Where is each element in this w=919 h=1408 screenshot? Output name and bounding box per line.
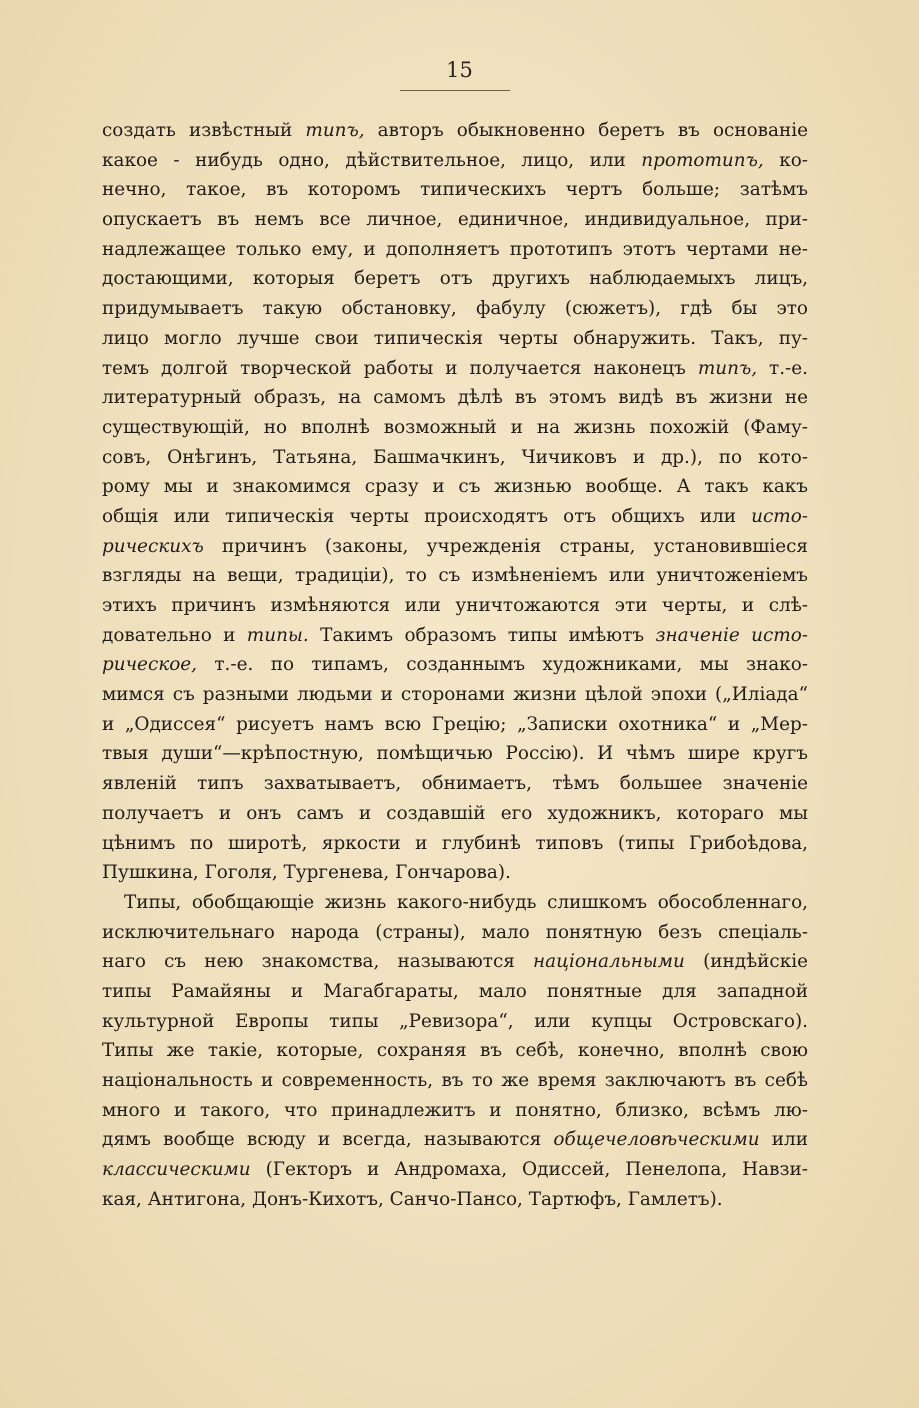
text-line bbox=[102, 680, 808, 710]
text-line bbox=[102, 710, 808, 740]
text-line bbox=[102, 235, 808, 265]
text-line bbox=[102, 1007, 808, 1037]
text-segment: придумываетъ такую обстановку, фабулу (сюжетъ), гдѣ бы это bbox=[102, 298, 808, 320]
text-line bbox=[102, 354, 808, 384]
text-line bbox=[102, 383, 808, 413]
text-segment: Типы, обобщающіе жизнь какого-нибудь слишкомъ обособленнаго, bbox=[124, 891, 808, 913]
text-line bbox=[102, 799, 808, 829]
italic-term: рическихъ bbox=[102, 535, 204, 557]
text-line bbox=[102, 1096, 808, 1126]
text-segment: общія или типическія черты происходятъ отъ общихъ или bbox=[102, 505, 752, 527]
text-segment: опускаетъ въ немъ все личное, единичное, индивидуальное, при- bbox=[102, 209, 808, 231]
text-line bbox=[102, 769, 808, 799]
text-segment: т.-е. bbox=[757, 357, 808, 379]
text-line bbox=[102, 175, 808, 205]
italic-term: типъ, bbox=[305, 120, 365, 141]
text-segment: т.-е. по типамъ, созданнымъ художниками, мы знако- bbox=[197, 654, 808, 676]
text-segment: совъ, Онѣгинъ, Татьяна, Башмачкинъ, Чичиковъ и др.), по кото- bbox=[102, 446, 808, 468]
text-segment: взгляды на вещи, традиціи), то съ измѣненіемъ или уничтоженіемъ bbox=[102, 565, 808, 587]
text-segment: какое - нибудь одно, дѣйствительное, лицо, или bbox=[102, 149, 642, 171]
text-line bbox=[102, 205, 808, 235]
text-segment: надлежащее только ему, и дополняетъ прототипъ этотъ чертами не- bbox=[102, 238, 808, 260]
text-segment: рому мы и знакомимся сразу и съ жизнью вообще. А такъ какъ bbox=[102, 476, 808, 498]
italic-term: классическими bbox=[102, 1159, 251, 1181]
text-segment: кая, Антигона, Донъ-Кихотъ, Санчо-Пансо, Тартюфъ, Гамлетъ). bbox=[102, 1188, 723, 1210]
text-segment: національность и современность, въ то же время заключаютъ въ себѣ bbox=[102, 1070, 808, 1091]
text-line bbox=[102, 532, 808, 562]
text-line bbox=[102, 858, 808, 888]
text-line bbox=[102, 977, 808, 1007]
text-line bbox=[102, 918, 808, 948]
text-segment: исключительнаго народа (страны), мало понятную безъ спеціаль- bbox=[102, 921, 808, 943]
text-segment: нечно, такое, въ которомъ типическихъ чертъ больше; затѣмъ bbox=[102, 179, 808, 201]
text-segment: достающими, которыя беретъ отъ другихъ наблюдаемыхъ лицъ, bbox=[102, 268, 808, 290]
text-line bbox=[102, 413, 808, 443]
text-segment: мимся съ разными людьми и сторонами жизни цѣлой эпохи („Иліада“ bbox=[102, 684, 808, 706]
page-number-rule bbox=[400, 90, 510, 91]
text-segment: Такимъ образомъ типы имѣютъ bbox=[308, 624, 656, 646]
text-segment: (индѣйскіе bbox=[684, 951, 808, 973]
text-line bbox=[102, 591, 808, 621]
italic-term: типы. bbox=[246, 624, 309, 646]
text-segment: существующій, но вполнѣ возможный и на жизнь похожій (Фаму- bbox=[102, 416, 808, 438]
body-text bbox=[102, 116, 808, 1214]
text-line bbox=[102, 1185, 808, 1215]
text-line bbox=[102, 621, 808, 651]
italic-term: исто- bbox=[751, 505, 808, 527]
text-line bbox=[102, 829, 808, 859]
text-segment: лицо могло лучше свои типическія черты обнаружить. Такъ, пу- bbox=[102, 327, 808, 349]
text-segment: получаетъ и онъ самъ и создавшій его художникъ, котораго мы bbox=[102, 802, 808, 824]
text-line bbox=[102, 116, 808, 146]
text-line bbox=[102, 739, 808, 769]
italic-term: прототипъ, bbox=[641, 149, 764, 171]
italic-term: рическое, bbox=[102, 654, 198, 676]
italic-term: общечеловѣческими bbox=[553, 1129, 760, 1151]
text-segment: дямъ вообще всюду и всегда, называются bbox=[102, 1129, 554, 1151]
text-segment: или bbox=[759, 1129, 808, 1151]
text-line bbox=[102, 947, 808, 977]
italic-term: типъ, bbox=[697, 357, 758, 379]
text-segment: создать извѣстный bbox=[102, 120, 306, 141]
text-line bbox=[102, 1125, 808, 1155]
text-segment: авторъ обыкновенно беретъ въ основаніе bbox=[364, 120, 808, 141]
text-line bbox=[102, 1155, 808, 1185]
text-line bbox=[102, 472, 808, 502]
text-segment: темъ долгой творческой работы и получается наконецъ bbox=[102, 357, 698, 379]
text-line bbox=[102, 650, 808, 680]
text-segment: ко- bbox=[763, 149, 808, 171]
text-segment: культурной Европы типы „Ревизора“, или купцы Островскаго). bbox=[102, 1010, 808, 1032]
text-segment: Пушкина, Гоголя, Тургенева, Гончарова). bbox=[102, 862, 511, 884]
text-segment: твыя души“—крѣпостную, помѣщичью Россію). И чѣмъ шире кругъ bbox=[102, 743, 808, 765]
text-line bbox=[102, 443, 808, 473]
text-segment: много и такого, что принадлежитъ и понятно, близко, всѣмъ лю- bbox=[102, 1099, 808, 1121]
page-number: 15 bbox=[446, 58, 473, 82]
italic-term: національными bbox=[533, 951, 685, 973]
text-segment: цѣнимъ по широтѣ, яркости и глубинѣ типовъ (типы Грибоѣдова, bbox=[102, 832, 808, 854]
text-line bbox=[102, 1066, 808, 1096]
text-segment: типы Рамайяны и Магабгараты, мало понятные для западной bbox=[102, 980, 808, 1002]
text-segment: Типы же такіе, которые, сохраняя въ себѣ, конечно, вполнѣ свою bbox=[102, 1040, 808, 1062]
italic-term: значеніе исто- bbox=[655, 624, 808, 646]
text-line bbox=[102, 888, 808, 918]
text-segment: довательно и bbox=[102, 624, 247, 646]
text-line bbox=[102, 264, 808, 294]
text-segment: литературный образъ, на самомъ дѣлѣ въ этомъ видѣ въ жизни не bbox=[102, 387, 808, 409]
text-line bbox=[102, 502, 808, 532]
text-line bbox=[102, 146, 808, 176]
text-segment: явленій типъ захватываетъ, обнимаетъ, тѣмъ большее значеніе bbox=[102, 773, 808, 795]
text-segment: и „Одиссея“ рисуетъ намъ всю Грецію; „Записки охотника“ и „Мер- bbox=[102, 713, 808, 735]
text-segment: наго съ нею знакомства, называются bbox=[102, 951, 534, 973]
text-segment: причинъ (законы, учрежденія страны, установившіеся bbox=[203, 535, 808, 557]
text-segment: этихъ причинъ измѣняются или уничтожаются эти черты, и слѣ- bbox=[102, 595, 808, 616]
text-line bbox=[102, 294, 808, 324]
text-segment: (Гекторъ и Андромаха, Одиссей, Пенелопа, Навзи- bbox=[250, 1159, 808, 1181]
text-line bbox=[102, 561, 808, 591]
text-line bbox=[102, 324, 808, 354]
text-line bbox=[102, 1036, 808, 1066]
